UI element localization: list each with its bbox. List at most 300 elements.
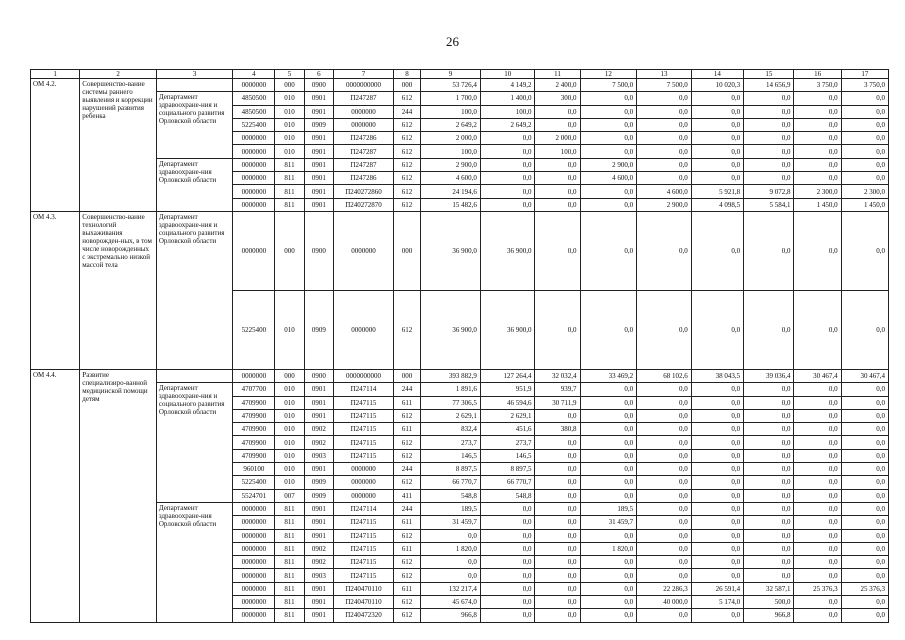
amount-cell: 3 750,0 xyxy=(841,79,888,92)
code-cell: 811 xyxy=(275,198,304,211)
amount-cell: 451,6 xyxy=(480,423,535,436)
amount-cell: 2 900,0 xyxy=(637,198,692,211)
amount-cell: 0,0 xyxy=(841,476,888,489)
amount-cell: 0,0 xyxy=(691,145,743,158)
code-cell: 244 xyxy=(393,105,420,118)
amount-cell: 0,0 xyxy=(637,502,692,515)
amount-cell: 0,0 xyxy=(480,556,535,569)
amount-cell: 0,0 xyxy=(480,198,535,211)
column-number: 13 xyxy=(637,70,692,79)
code-cell: 0000000 xyxy=(233,502,275,515)
code-cell: 5225400 xyxy=(233,476,275,489)
code-cell: 244 xyxy=(393,383,420,396)
amount-cell: 9 072,8 xyxy=(744,185,794,198)
amount-cell: 36 900,0 xyxy=(421,290,481,369)
code-cell: 811 xyxy=(275,502,304,515)
code-cell: П247115 xyxy=(334,396,394,409)
amount-cell: 0,0 xyxy=(794,556,841,569)
amount-cell: 0,0 xyxy=(744,569,794,582)
code-cell: 010 xyxy=(275,105,304,118)
amount-cell: 0,0 xyxy=(535,609,580,622)
code-cell: 811 xyxy=(275,596,304,609)
amount-cell: 1 820,0 xyxy=(580,542,637,555)
budget-table xyxy=(30,69,889,623)
amount-cell: 0,0 xyxy=(744,145,794,158)
code-cell: П247115 xyxy=(334,436,394,449)
amount-cell: 0,0 xyxy=(794,476,841,489)
code-cell: П247115 xyxy=(334,556,394,569)
code-cell: 960100 xyxy=(233,463,275,476)
amount-cell: 0,0 xyxy=(580,423,637,436)
amount-cell: 1 700,0 xyxy=(421,92,481,105)
amount-cell: 0,0 xyxy=(637,489,692,502)
amount-cell: 0,0 xyxy=(580,556,637,569)
code-cell: 007 xyxy=(275,489,304,502)
amount-cell: 0,0 xyxy=(841,396,888,409)
code-cell: 811 xyxy=(275,172,304,185)
code-cell: 0909 xyxy=(304,290,333,369)
amount-cell: 966,8 xyxy=(744,609,794,622)
page-number: 26 xyxy=(446,34,459,49)
code-cell: 0901 xyxy=(304,383,333,396)
code-cell: 0901 xyxy=(304,529,333,542)
amount-cell: 14 656,9 xyxy=(744,79,794,92)
amount-cell: 15 482,6 xyxy=(421,198,481,211)
code-cell: 811 xyxy=(275,516,304,529)
code-cell: 4709900 xyxy=(233,409,275,422)
amount-cell: 0,0 xyxy=(794,489,841,502)
amount-cell: 0,0 xyxy=(637,118,692,131)
amount-cell: 0,0 xyxy=(841,409,888,422)
column-number: 6 xyxy=(304,70,333,79)
amount-cell: 36 900,0 xyxy=(480,211,535,290)
responsible-department xyxy=(156,369,233,382)
code-cell: 811 xyxy=(275,158,304,171)
amount-cell: 1 450,0 xyxy=(841,198,888,211)
amount-cell: 8 897,5 xyxy=(421,463,481,476)
code-cell: П240272870 xyxy=(334,198,394,211)
code-cell: 811 xyxy=(275,529,304,542)
table-row xyxy=(31,369,889,382)
code-cell: П247115 xyxy=(334,449,394,462)
amount-cell: 0,0 xyxy=(744,489,794,502)
code-cell: 611 xyxy=(393,396,420,409)
amount-cell: 966,8 xyxy=(421,609,481,622)
code-cell: 010 xyxy=(275,92,304,105)
amount-cell: 0,0 xyxy=(480,596,535,609)
amount-cell: 0,0 xyxy=(580,198,637,211)
code-cell: 5524701 xyxy=(233,489,275,502)
amount-cell: 0,0 xyxy=(841,569,888,582)
code-cell: 0901 xyxy=(304,172,333,185)
amount-cell: 0,0 xyxy=(535,118,580,131)
amount-cell: 25 376,3 xyxy=(794,582,841,595)
code-cell: 612 xyxy=(393,185,420,198)
code-cell: 612 xyxy=(393,158,420,171)
amount-cell: 393 882,9 xyxy=(421,369,481,382)
code-cell: П247287 xyxy=(334,145,394,158)
amount-cell: 0,0 xyxy=(480,185,535,198)
code-cell: 0902 xyxy=(304,556,333,569)
amount-cell: 0,0 xyxy=(794,569,841,582)
code-cell: 4709900 xyxy=(233,449,275,462)
amount-cell: 939,7 xyxy=(535,383,580,396)
amount-cell: 0,0 xyxy=(841,516,888,529)
code-cell: 811 xyxy=(275,542,304,555)
code-cell: 010 xyxy=(275,436,304,449)
amount-cell: 0,0 xyxy=(535,105,580,118)
code-cell: 0000000 xyxy=(233,172,275,185)
amount-cell: 0,0 xyxy=(637,476,692,489)
amount-cell: 5 921,8 xyxy=(691,185,743,198)
amount-cell: 0,0 xyxy=(580,609,637,622)
code-cell: 611 xyxy=(393,423,420,436)
amount-cell: 100,0 xyxy=(480,105,535,118)
amount-cell: 0,0 xyxy=(744,502,794,515)
code-cell: 0000000 xyxy=(334,290,394,369)
amount-cell: 0,0 xyxy=(794,132,841,145)
code-cell: 612 xyxy=(393,476,420,489)
amount-cell: 0,0 xyxy=(480,529,535,542)
amount-cell: 0,0 xyxy=(637,529,692,542)
code-cell: 010 xyxy=(275,118,304,131)
amount-cell: 0,0 xyxy=(637,145,692,158)
column-number: 5 xyxy=(275,70,304,79)
amount-cell: 0,0 xyxy=(841,489,888,502)
amount-cell: 0,0 xyxy=(794,502,841,515)
code-cell: П247286 xyxy=(334,172,394,185)
amount-cell: 0,0 xyxy=(691,529,743,542)
amount-cell: 0,0 xyxy=(744,436,794,449)
amount-cell: 2 400,0 xyxy=(535,79,580,92)
code-cell: П247286 xyxy=(334,132,394,145)
amount-cell: 0,0 xyxy=(744,476,794,489)
code-cell: 612 xyxy=(393,172,420,185)
amount-cell: 2 900,0 xyxy=(421,158,481,171)
code-cell: 0000000 xyxy=(233,542,275,555)
amount-cell: 0,0 xyxy=(841,529,888,542)
code-cell: 0901 xyxy=(304,198,333,211)
amount-cell: 0,0 xyxy=(744,409,794,422)
code-cell: 0000000 xyxy=(334,476,394,489)
table-row xyxy=(31,92,889,105)
responsible-department: Департамент здравоохране-ния и социального развития Орловской области xyxy=(156,92,233,158)
amount-cell: 0,0 xyxy=(580,529,637,542)
amount-cell: 0,0 xyxy=(841,542,888,555)
amount-cell: 127 264,4 xyxy=(480,369,535,382)
amount-cell: 0,0 xyxy=(580,211,637,290)
amount-cell: 0,0 xyxy=(480,609,535,622)
code-cell: П247115 xyxy=(334,529,394,542)
amount-cell: 0,0 xyxy=(637,569,692,582)
code-cell: 0000000 xyxy=(233,132,275,145)
amount-cell: 0,0 xyxy=(744,556,794,569)
amount-cell: 0,0 xyxy=(691,489,743,502)
amount-cell: 33 469,2 xyxy=(580,369,637,382)
column-number: 1 xyxy=(31,70,80,79)
code-cell: 0900 xyxy=(304,79,333,92)
responsible-department: Департамент здравоохране-ния и социального развития Орловской области xyxy=(156,383,233,503)
amount-cell: 0,0 xyxy=(580,569,637,582)
amount-cell: 0,0 xyxy=(535,463,580,476)
code-cell: 0900 xyxy=(304,211,333,290)
amount-cell: 0,0 xyxy=(744,158,794,171)
amount-cell: 0,0 xyxy=(535,158,580,171)
amount-cell: 0,0 xyxy=(744,383,794,396)
table-row xyxy=(31,383,889,396)
code-cell: 5225400 xyxy=(233,118,275,131)
amount-cell: 0,0 xyxy=(794,529,841,542)
amount-cell: 0,0 xyxy=(480,172,535,185)
measure-name: Совершенство-вание системы раннего выявления и коррекции нарушений развития ребенка xyxy=(80,79,157,212)
code-cell: 612 xyxy=(393,290,420,369)
amount-cell: 0,0 xyxy=(794,92,841,105)
amount-cell: 0,0 xyxy=(480,145,535,158)
code-cell: П240272860 xyxy=(334,185,394,198)
code-cell: 612 xyxy=(393,596,420,609)
code-cell: 0900 xyxy=(304,369,333,382)
code-cell: П240470110 xyxy=(334,596,394,609)
amount-cell: 0,0 xyxy=(691,409,743,422)
code-cell: П247114 xyxy=(334,383,394,396)
amount-cell: 0,0 xyxy=(535,436,580,449)
amount-cell: 0,0 xyxy=(580,463,637,476)
code-cell: 0909 xyxy=(304,118,333,131)
table-row xyxy=(31,79,889,92)
amount-cell: 100,0 xyxy=(421,145,481,158)
amount-cell: 0,0 xyxy=(535,198,580,211)
code-cell: 811 xyxy=(275,582,304,595)
code-cell: 0000000 xyxy=(233,569,275,582)
amount-cell: 31 459,7 xyxy=(421,516,481,529)
amount-cell: 0,0 xyxy=(480,582,535,595)
code-cell: 010 xyxy=(275,132,304,145)
amount-cell: 0,0 xyxy=(637,463,692,476)
amount-cell: 36 900,0 xyxy=(421,211,481,290)
amount-cell: 2 000,0 xyxy=(535,132,580,145)
code-cell: 000 xyxy=(393,369,420,382)
amount-cell: 0,0 xyxy=(841,105,888,118)
amount-cell: 189,5 xyxy=(580,502,637,515)
amount-cell: 0,0 xyxy=(794,463,841,476)
code-cell: 0901 xyxy=(304,582,333,595)
code-cell: 0901 xyxy=(304,502,333,515)
amount-cell: 0,0 xyxy=(637,396,692,409)
code-cell: 0000000000 xyxy=(334,369,394,382)
table-row xyxy=(31,158,889,171)
code-cell: 0901 xyxy=(304,158,333,171)
amount-cell: 0,0 xyxy=(580,383,637,396)
amount-cell: 0,0 xyxy=(580,596,637,609)
amount-cell: 0,0 xyxy=(691,423,743,436)
amount-cell: 0,0 xyxy=(535,596,580,609)
amount-cell: 0,0 xyxy=(691,92,743,105)
amount-cell: 0,0 xyxy=(744,92,794,105)
amount-cell: 0,0 xyxy=(691,132,743,145)
amount-cell: 0,0 xyxy=(841,290,888,369)
amount-cell: 2 300,0 xyxy=(794,185,841,198)
amount-cell: 4 600,0 xyxy=(580,172,637,185)
code-cell: 010 xyxy=(275,145,304,158)
code-cell: П247115 xyxy=(334,516,394,529)
amount-cell: 0,0 xyxy=(535,489,580,502)
amount-cell: 10 020,3 xyxy=(691,79,743,92)
code-cell: 0901 xyxy=(304,409,333,422)
amount-cell: 0,0 xyxy=(794,516,841,529)
amount-cell: 0,0 xyxy=(580,118,637,131)
column-number: 8 xyxy=(393,70,420,79)
amount-cell: 53 726,4 xyxy=(421,79,481,92)
code-cell: 000 xyxy=(275,211,304,290)
code-cell: 0901 xyxy=(304,92,333,105)
amount-cell: 0,0 xyxy=(841,383,888,396)
code-cell: П240470110 xyxy=(334,582,394,595)
amount-cell: 1 820,0 xyxy=(421,542,481,555)
amount-cell: 4 149,2 xyxy=(480,79,535,92)
measure-code: ОМ 4.2. xyxy=(31,79,80,212)
amount-cell: 0,0 xyxy=(841,436,888,449)
amount-cell: 0,0 xyxy=(637,609,692,622)
amount-cell: 2 649,2 xyxy=(421,118,481,131)
amount-cell: 0,0 xyxy=(535,556,580,569)
amount-cell: 0,0 xyxy=(841,423,888,436)
amount-cell: 0,0 xyxy=(691,436,743,449)
amount-cell: 0,0 xyxy=(744,132,794,145)
amount-cell: 39 036,4 xyxy=(744,369,794,382)
amount-cell: 24 194,6 xyxy=(421,185,481,198)
amount-cell: 0,0 xyxy=(580,476,637,489)
code-cell: 0902 xyxy=(304,423,333,436)
amount-cell: 0,0 xyxy=(691,516,743,529)
amount-cell: 0,0 xyxy=(841,158,888,171)
amount-cell: 0,0 xyxy=(480,516,535,529)
amount-cell: 4 098,5 xyxy=(691,198,743,211)
code-cell: 000 xyxy=(275,369,304,382)
amount-cell: 0,0 xyxy=(691,290,743,369)
code-cell: 0000000 xyxy=(334,118,394,131)
header-row xyxy=(31,70,889,79)
column-number: 15 xyxy=(744,70,794,79)
amount-cell: 45 674,0 xyxy=(421,596,481,609)
code-cell: 611 xyxy=(393,516,420,529)
code-cell: П247115 xyxy=(334,409,394,422)
amount-cell: 32 032,4 xyxy=(535,369,580,382)
amount-cell: 0,0 xyxy=(580,489,637,502)
code-cell: 811 xyxy=(275,185,304,198)
amount-cell: 0,0 xyxy=(637,290,692,369)
amount-cell: 0,0 xyxy=(691,105,743,118)
code-cell: 0000000 xyxy=(233,596,275,609)
amount-cell: 0,0 xyxy=(637,436,692,449)
code-cell: 0000000 xyxy=(334,489,394,502)
code-cell: 612 xyxy=(393,92,420,105)
amount-cell: 0,0 xyxy=(691,396,743,409)
amount-cell: 0,0 xyxy=(794,158,841,171)
amount-cell: 2 649,2 xyxy=(480,118,535,131)
amount-cell: 0,0 xyxy=(535,172,580,185)
code-cell: 612 xyxy=(393,609,420,622)
amount-cell: 0,0 xyxy=(637,542,692,555)
amount-cell: 0,0 xyxy=(691,609,743,622)
amount-cell: 1 400,0 xyxy=(480,92,535,105)
amount-cell: 0,0 xyxy=(691,211,743,290)
responsible-department xyxy=(156,79,233,92)
code-cell: П247114 xyxy=(334,502,394,515)
amount-cell: 0,0 xyxy=(535,211,580,290)
code-cell: 4707700 xyxy=(233,383,275,396)
code-cell: 010 xyxy=(275,409,304,422)
amount-cell: 32 587,1 xyxy=(744,582,794,595)
code-cell: 811 xyxy=(275,609,304,622)
amount-cell: 0,0 xyxy=(794,409,841,422)
amount-cell: 5 174,0 xyxy=(691,596,743,609)
amount-cell: 0,0 xyxy=(841,145,888,158)
code-cell: 010 xyxy=(275,463,304,476)
responsible-department: Департамент здравоохране-ния Орловской области xyxy=(156,502,233,622)
amount-cell: 0,0 xyxy=(744,529,794,542)
amount-cell: 25 376,3 xyxy=(841,582,888,595)
column-number: 17 xyxy=(841,70,888,79)
code-cell: 0901 xyxy=(304,145,333,158)
code-cell: 4709900 xyxy=(233,423,275,436)
amount-cell: 0,0 xyxy=(691,158,743,171)
measure-name: Совершенство-вание технологий выхаживания новорожден-ных, в том числе новорожденных с экстремально низкой массой тела xyxy=(80,211,157,369)
amount-cell: 0,0 xyxy=(691,172,743,185)
amount-cell: 1 891,6 xyxy=(421,383,481,396)
amount-cell: 0,0 xyxy=(535,185,580,198)
amount-cell: 0,0 xyxy=(580,290,637,369)
amount-cell: 0,0 xyxy=(794,105,841,118)
amount-cell: 0,0 xyxy=(794,211,841,290)
amount-cell: 0,0 xyxy=(580,582,637,595)
amount-cell: 0,0 xyxy=(744,290,794,369)
code-cell: П247115 xyxy=(334,569,394,582)
column-number: 4 xyxy=(233,70,275,79)
code-cell: 612 xyxy=(393,132,420,145)
amount-cell: 77 306,5 xyxy=(421,396,481,409)
column-number: 2 xyxy=(80,70,157,79)
code-cell: П247287 xyxy=(334,158,394,171)
amount-cell: 0,0 xyxy=(691,383,743,396)
amount-cell: 0,0 xyxy=(580,436,637,449)
amount-cell: 40 000,0 xyxy=(637,596,692,609)
code-cell: 0000000 xyxy=(233,516,275,529)
code-cell: 612 xyxy=(393,436,420,449)
code-cell: 0901 xyxy=(304,596,333,609)
amount-cell: 0,0 xyxy=(637,211,692,290)
amount-cell: 0,0 xyxy=(841,463,888,476)
code-cell: 0000000 xyxy=(233,158,275,171)
amount-cell: 0,0 xyxy=(421,556,481,569)
amount-cell: 0,0 xyxy=(841,609,888,622)
code-cell: 0000000000 xyxy=(334,79,394,92)
code-cell: 0903 xyxy=(304,449,333,462)
code-cell: 000 xyxy=(393,211,420,290)
amount-cell: 0,0 xyxy=(691,542,743,555)
amount-cell: 0,0 xyxy=(841,132,888,145)
amount-cell: 0,0 xyxy=(637,105,692,118)
amount-cell: 146,5 xyxy=(480,449,535,462)
amount-cell: 0,0 xyxy=(480,158,535,171)
code-cell: 0000000 xyxy=(334,211,394,290)
amount-cell: 0,0 xyxy=(794,172,841,185)
amount-cell: 0,0 xyxy=(841,211,888,290)
amount-cell: 0,0 xyxy=(744,542,794,555)
code-cell: 244 xyxy=(393,463,420,476)
amount-cell: 0,0 xyxy=(841,556,888,569)
amount-cell: 0,0 xyxy=(794,596,841,609)
code-cell: П247115 xyxy=(334,542,394,555)
